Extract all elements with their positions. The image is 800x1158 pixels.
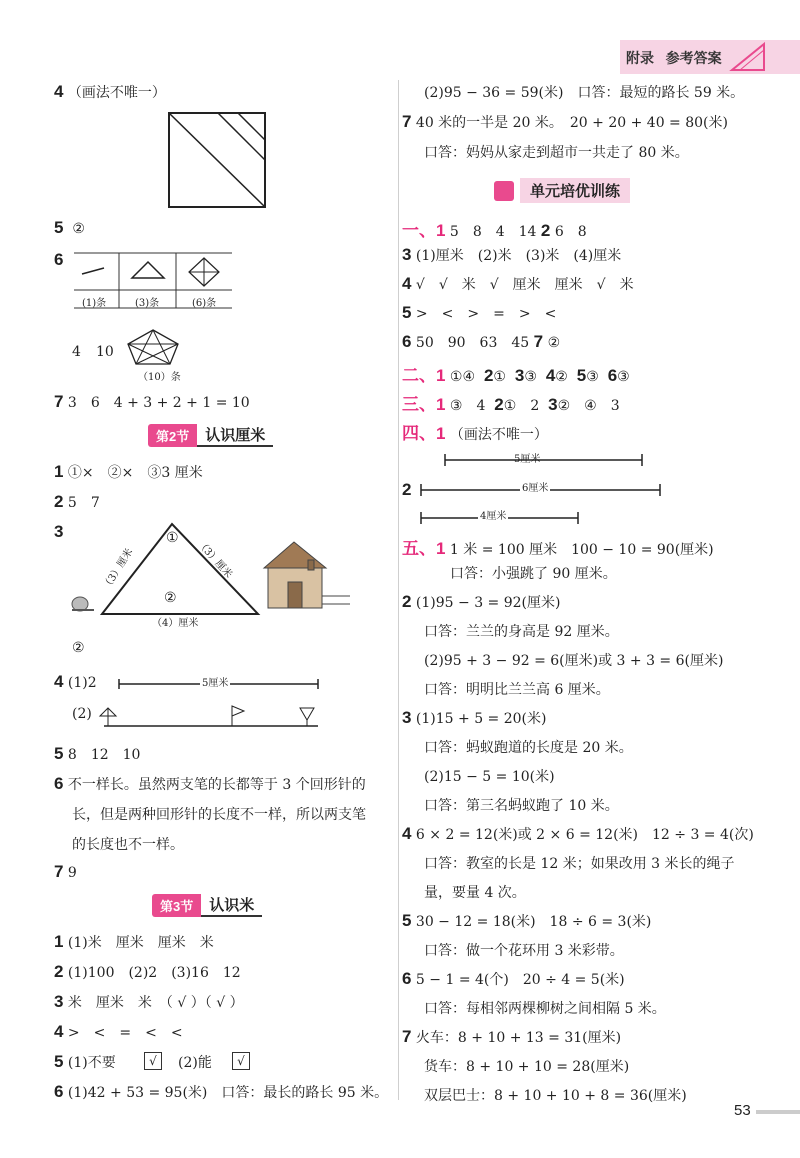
page-number: 53 [734, 1102, 751, 1119]
check-box-2: √ [232, 1052, 250, 1070]
section-tag: 第3节 [152, 894, 201, 917]
triangle-circle-1: ① [166, 530, 179, 546]
q-ans: ① [493, 369, 506, 385]
question-text-1: (1)不要 [67, 1055, 116, 1071]
unit-row-3 [402, 245, 621, 265]
unit-part-three [402, 390, 620, 415]
question-number: 1 [54, 932, 64, 951]
question-number: 6 [402, 332, 412, 351]
q-num: 6 [607, 366, 618, 385]
question-text: (1)42 + 53 = 95(米) 口答：最长的路长 95 米。 [67, 1085, 389, 1101]
q-ans: ③ [617, 369, 630, 385]
ruler-label: 5厘米 [200, 674, 230, 689]
question-text: 6 × 2 = 12(米)或 2 × 6 = 12(米) 12 ÷ 3 = 4(次) [415, 827, 754, 843]
question-number: 7 [54, 392, 64, 411]
q-num: 2 [494, 395, 504, 414]
chart-icon [494, 181, 514, 201]
square-diagram [168, 112, 268, 210]
s3-q3 [54, 992, 244, 1012]
question-number: 四、1 [402, 424, 446, 443]
ruler-5cm-label: 5厘米 [514, 454, 541, 465]
s2-q6 [54, 774, 366, 794]
unit-row-4 [402, 274, 634, 294]
line: 双层巴士：8 + 10 + 10 + 8 = 36(厘米) [424, 1088, 687, 1104]
s3-q1 [54, 932, 214, 952]
question-number: 7 [402, 1027, 412, 1046]
question-number: 5 [54, 1052, 64, 1071]
question-number: 3 [54, 522, 64, 541]
s3-q2 [54, 962, 241, 982]
header-section: 附录 [626, 50, 654, 66]
unit-part-two [402, 361, 630, 386]
question-text: 30 − 12 = 18(米) 18 ÷ 6 = 3(米) [415, 914, 652, 930]
pentagon-diagram [124, 328, 182, 368]
question-text: 40 米的一半是 20 米。 20 + 20 + 40 = 80(米) [415, 115, 728, 131]
question-text: （画法不唯一） [449, 427, 548, 443]
question-text: > < = < < [67, 1025, 183, 1041]
q-ans: ③ [586, 369, 599, 385]
q-ans: ② [555, 369, 568, 385]
question-number-2: 2 [540, 221, 551, 240]
left-q5 [54, 218, 85, 238]
unit-title [494, 178, 630, 203]
question-number: 5 [54, 218, 64, 237]
left-q4 [54, 82, 166, 102]
q-num: 3 [514, 366, 525, 385]
question-number: 2 [402, 592, 412, 611]
unit-part-five-q1 [402, 534, 714, 559]
question-number: 2 [402, 480, 412, 499]
question-number: 6 [54, 1082, 64, 1101]
line: 口答：兰兰的身高是 92 厘米。 [424, 624, 619, 640]
s3-q5-part2: (2)能 [178, 1055, 212, 1071]
q-ans: ① 2 [503, 398, 540, 414]
question-number: 3 [402, 708, 412, 727]
question-text: (1)100 (2)2 (3)16 12 [67, 965, 241, 981]
question-text: 5 7 [67, 495, 100, 511]
question-text: (1)厘米 (2)米 (3)米 (4)厘米 [415, 248, 622, 264]
line: 量，要量 4 次。 [424, 885, 526, 901]
section-2-header [148, 424, 273, 446]
question-number: 5 [54, 744, 64, 763]
s2-q2 [54, 492, 100, 512]
q-num: 5 [576, 366, 587, 385]
s2-q6-line2: 长，但是两种回形针的长度不一样，所以两支笔 [72, 807, 366, 823]
right-line-3: 口答：妈妈从家走到超市一共走了 80 米。 [424, 145, 689, 161]
question-text: （画法不唯一） [67, 85, 166, 101]
unit-part-five-q6 [402, 969, 625, 989]
question-text-line1: 不一样长。虽然两支笔的长都等于 3 个回形针的 [67, 777, 366, 793]
unit-row-5 [402, 303, 556, 323]
question-text: ①× ②× ③3 厘米 [67, 465, 203, 481]
s2-q4-part2: (2) [72, 706, 92, 722]
line: (2)95 + 3 − 92 = 6(厘米)或 3 + 3 = 6(厘米) [424, 653, 724, 669]
unit-four-q2 [402, 480, 411, 500]
line: 口答：蚂蚁跑道的长度是 20 米。 [424, 740, 633, 756]
question-text: ② [72, 221, 85, 237]
left-q7 [54, 392, 250, 412]
unit-title-text: 单元培优训练 [520, 178, 630, 203]
section-name: 认识厘米 [197, 424, 273, 447]
base-label: （4）厘米 [152, 618, 199, 629]
question-number: 6 [402, 969, 412, 988]
s3-q5 [54, 1052, 116, 1072]
question-number: 二、1 [402, 366, 446, 385]
question-number: 2 [54, 962, 64, 981]
question-number: 4 [402, 824, 412, 843]
question-text: (1)15 + 5 = 20(米) [415, 711, 547, 727]
question-text-2: 6 8 [554, 224, 587, 240]
question-number: 一、1 [402, 221, 446, 240]
question-number: 4 [54, 672, 64, 691]
question-number: 4 [54, 82, 64, 101]
page-number-bar [756, 1110, 800, 1114]
question-text: ①④ [449, 369, 476, 385]
question-text: 1 米 = 100 厘米 100 − 10 = 90(厘米) [449, 542, 714, 558]
s3-q4 [54, 1022, 183, 1042]
question-number: 三、1 [402, 395, 446, 414]
question-text: (1)米 厘米 厘米 米 [67, 935, 214, 951]
unit-part-five-q3 [402, 708, 546, 728]
s2-q3-answer: ② [72, 640, 85, 656]
check-box-1: √ [144, 1052, 162, 1070]
flag-line [98, 702, 320, 728]
section-3-header [152, 894, 262, 916]
question-number: 7 [54, 862, 64, 881]
header-title [626, 48, 722, 68]
question-number: 五、1 [402, 539, 446, 558]
unit-part-five-q2 [402, 592, 560, 612]
s3-q6 [54, 1082, 388, 1102]
s2-q5 [54, 744, 140, 764]
question-text: 9 [67, 865, 77, 881]
q-num: 2 [483, 366, 494, 385]
line: 口答：教室的长是 12 米；如果改用 3 米长的绳子 [424, 856, 735, 872]
question-number: 5 [402, 303, 412, 322]
unit-part-four [402, 419, 548, 444]
column-divider [398, 80, 399, 1100]
q6-row2-b: 10 [96, 344, 114, 360]
line: 口答：小强跳了 90 厘米。 [450, 566, 617, 582]
s2-q1 [54, 462, 203, 482]
question-number: 3 [54, 992, 64, 1011]
unit-row-1 [402, 216, 587, 241]
question-text: (1)95 − 3 = 92(厘米) [415, 595, 561, 611]
question-text: 米 厘米 米 （ √ ）（ √ ） [67, 995, 244, 1011]
right-q7 [402, 112, 728, 132]
question-text: (1)2 [67, 675, 97, 691]
question-number: 6 [54, 774, 64, 793]
question-number-2: 7 [533, 332, 544, 351]
question-number: 7 [402, 112, 412, 131]
question-number: 5 [402, 911, 412, 930]
q-ans: ② ④ 3 [557, 398, 620, 414]
question-text: 3 6 4 + 3 + 2 + 1 = 10 [67, 395, 250, 411]
unit-part-five-q7 [402, 1027, 621, 1047]
question-text: 5 − 1 = 4(个) 20 ÷ 4 = 5(米) [415, 972, 625, 988]
section-name: 认识米 [201, 894, 262, 917]
question-text: √ √ 米 √ 厘米 厘米 √ 米 [415, 277, 634, 293]
s2-q4 [54, 672, 97, 692]
question-text: 火车：8 + 10 + 13 = 31(厘米) [415, 1030, 622, 1046]
right-side-label: （3）厘米 [194, 538, 235, 581]
line: 口答：每相邻两棵柳树之间相隔 5 米。 [424, 1001, 666, 1017]
right-line-1: (2)95 − 36 = 59(米) 口答：最短的路长 59 米。 [424, 85, 745, 101]
q-num: 3 [548, 395, 558, 414]
left-side-label: （3）厘米 [101, 546, 136, 592]
line: 口答：明明比兰兰高 6 厘米。 [424, 682, 610, 698]
q6-row2-a: 4 [72, 344, 81, 360]
unit-row-6 [402, 332, 560, 352]
q-ans: ③ [524, 369, 537, 385]
caption-10: （10）条 [138, 372, 181, 383]
unit-part-five-q4 [402, 824, 754, 844]
question-number: 4 [54, 1022, 64, 1041]
line: 口答：第三名蚂蚁跑了 10 米。 [424, 798, 619, 814]
ruler-6cm-label: 6厘米 [520, 479, 550, 494]
s2-q6-line3: 的长度也不一样。 [72, 837, 184, 853]
line: 口答：做一个花环用 3 米彩带。 [424, 943, 624, 959]
question-number: 1 [54, 462, 64, 481]
section-tag: 第2节 [148, 424, 197, 447]
question-text: 8 12 10 [67, 747, 141, 763]
question-number: 3 [402, 245, 412, 264]
question-number: 4 [402, 274, 412, 293]
ruler-4cm-label: 4厘米 [478, 507, 508, 522]
caption-3: (6)条 [192, 298, 217, 309]
triangle-circle-2: ② [164, 590, 177, 606]
question-text: 5 8 4 14 [449, 224, 537, 240]
unit-part-five-q5 [402, 911, 651, 931]
question-text-2: ② [547, 335, 561, 351]
left-q6 [54, 250, 63, 270]
question-text: ③ 4 [449, 398, 486, 414]
header-answer-title: 参考答案 [665, 50, 722, 66]
s2-q7 [54, 862, 77, 882]
line: (2)15 − 5 = 10(米) [424, 769, 555, 785]
question-number: 6 [54, 250, 64, 269]
question-text: > < > = > < [415, 306, 557, 322]
ruler-triangle-icon [728, 40, 768, 74]
caption-1: (1)条 [82, 298, 107, 309]
line: 货车：8 + 10 + 10 = 28(厘米) [424, 1059, 630, 1075]
q-num: 4 [545, 366, 556, 385]
question-text: 50 90 63 45 [415, 335, 530, 351]
question-number: 2 [54, 492, 64, 511]
caption-2: (3)条 [135, 298, 160, 309]
s2-q3 [54, 522, 63, 542]
